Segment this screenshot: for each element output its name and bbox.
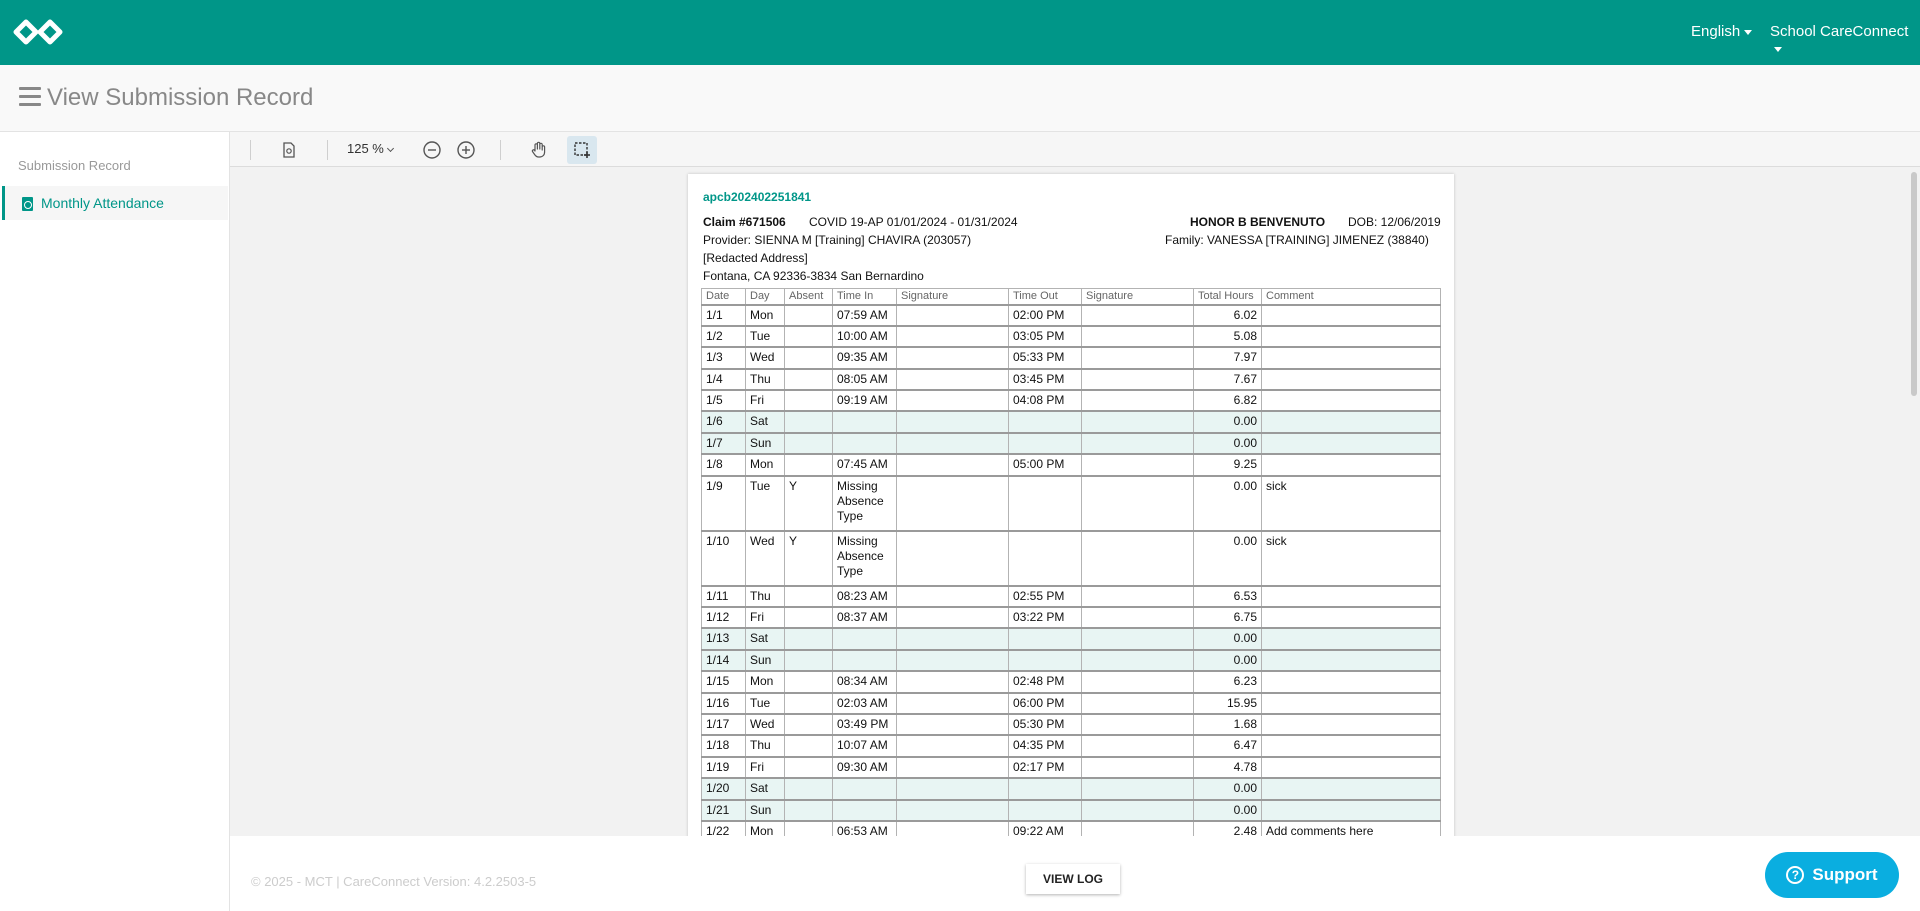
- cell-date: 1/3: [702, 347, 746, 368]
- cell-time-out: 06:00 PM: [1009, 693, 1082, 714]
- cell-sig-out: [1082, 411, 1194, 432]
- cell-time-out: 02:48 PM: [1009, 671, 1082, 692]
- cell-sig-out: [1082, 454, 1194, 475]
- cell-comment: [1262, 628, 1441, 649]
- cell-comment: [1262, 433, 1441, 454]
- column-header: Comment: [1262, 289, 1441, 305]
- cell-absent: [785, 433, 833, 454]
- cell-time-in: 08:23 AM: [833, 586, 897, 607]
- cell-sig-out: [1082, 821, 1194, 836]
- chevron-down-icon: [387, 145, 394, 152]
- zoom-out-icon: [422, 140, 442, 160]
- cell-sig-in: [897, 390, 1009, 411]
- cell-time-out: [1009, 476, 1082, 531]
- table-row: [702, 735, 1441, 756]
- cell-day: Fri: [746, 390, 785, 411]
- cell-sig-in: [897, 531, 1009, 586]
- cell-time-in: 07:59 AM: [833, 305, 897, 326]
- sidebar: [0, 132, 230, 911]
- cell-comment: [1262, 390, 1441, 411]
- table-row: [702, 531, 1441, 586]
- cell-comment: [1262, 454, 1441, 475]
- table-row: [702, 411, 1441, 432]
- cell-hours: 0.00: [1194, 800, 1262, 821]
- cell-date: 1/6: [702, 411, 746, 432]
- cell-date: 1/22: [702, 821, 746, 836]
- cell-hours: 0.00: [1194, 433, 1262, 454]
- cell-time-in: 08:37 AM: [833, 607, 897, 628]
- cell-date: 1/20: [702, 778, 746, 799]
- cell-comment: [1262, 671, 1441, 692]
- sidebar-item-label: Monthly Attendance: [41, 195, 164, 211]
- cell-day: Mon: [746, 454, 785, 475]
- cell-absent: [785, 326, 833, 347]
- cell-day: Sat: [746, 628, 785, 649]
- cell-sig-out: [1082, 693, 1194, 714]
- cell-time-out: 09:22 AM: [1009, 821, 1082, 836]
- column-header: Date: [702, 289, 746, 305]
- cell-time-in: 08:34 AM: [833, 671, 897, 692]
- cell-comment: [1262, 650, 1441, 671]
- cell-hours: 6.75: [1194, 607, 1262, 628]
- cell-hours: 1.68: [1194, 714, 1262, 735]
- cell-date: 1/10: [702, 531, 746, 586]
- table-row: [702, 305, 1441, 326]
- cell-sig-in: [897, 347, 1009, 368]
- cell-time-in: [833, 778, 897, 799]
- cell-comment: [1262, 326, 1441, 347]
- cell-comment: [1262, 693, 1441, 714]
- cell-sig-out: [1082, 476, 1194, 531]
- cell-sig-in: [897, 757, 1009, 778]
- cell-absent: [785, 800, 833, 821]
- cell-absent: [785, 757, 833, 778]
- organization-label: School CareConnect: [1770, 23, 1909, 40]
- column-header: Time In: [833, 289, 897, 305]
- page-header: [0, 65, 1920, 132]
- cell-date: 1/15: [702, 671, 746, 692]
- cell-sig-in: [897, 628, 1009, 649]
- cell-day: Fri: [746, 607, 785, 628]
- program-period: COVID 19-AP 01/01/2024 - 01/31/2024: [809, 215, 1018, 229]
- cell-hours: 4.78: [1194, 757, 1262, 778]
- zoom-select[interactable]: [347, 141, 393, 156]
- cell-day: Wed: [746, 347, 785, 368]
- cell-sig-in: [897, 586, 1009, 607]
- document-area[interactable]: [230, 168, 1908, 836]
- cell-time-in: [833, 650, 897, 671]
- cell-comment: [1262, 369, 1441, 390]
- cell-day: Thu: [746, 369, 785, 390]
- cell-time-in: Missing Absence Type: [833, 476, 897, 531]
- cell-sig-out: [1082, 714, 1194, 735]
- cell-day: Mon: [746, 671, 785, 692]
- cell-comment: [1262, 800, 1441, 821]
- cell-comment: [1262, 411, 1441, 432]
- cell-comment: [1262, 757, 1441, 778]
- cell-hours: 15.95: [1194, 693, 1262, 714]
- cell-absent: [785, 671, 833, 692]
- caret-down-icon: [1774, 47, 1782, 52]
- cell-day: Tue: [746, 476, 785, 531]
- cell-date: 1/17: [702, 714, 746, 735]
- cell-absent: [785, 693, 833, 714]
- cell-absent: [785, 411, 833, 432]
- scrollbar-thumb[interactable]: [1911, 172, 1917, 396]
- cell-time-out: 03:22 PM: [1009, 607, 1082, 628]
- cell-sig-in: [897, 607, 1009, 628]
- help-icon: ?: [1786, 866, 1804, 884]
- cell-hours: 2.48: [1194, 821, 1262, 836]
- cell-date: 1/21: [702, 800, 746, 821]
- zoom-in-button[interactable]: [451, 136, 481, 164]
- cell-sig-in: [897, 369, 1009, 390]
- table-row: [702, 714, 1441, 735]
- zoom-in-icon: [456, 140, 476, 160]
- sidebar-item-monthly-attendance[interactable]: [2, 186, 228, 220]
- cell-day: Thu: [746, 586, 785, 607]
- cell-absent: [785, 369, 833, 390]
- support-button[interactable]: [1765, 852, 1899, 898]
- cell-time-in: 09:35 AM: [833, 347, 897, 368]
- cell-time-in: 10:00 AM: [833, 326, 897, 347]
- cell-absent: [785, 778, 833, 799]
- cell-comment: [1262, 347, 1441, 368]
- table-row: [702, 476, 1441, 531]
- address-line-1: [Redacted Address]: [703, 251, 808, 265]
- cell-day: Tue: [746, 326, 785, 347]
- table-row: [702, 671, 1441, 692]
- cell-sig-out: [1082, 326, 1194, 347]
- cell-day: Mon: [746, 305, 785, 326]
- toolbar-divider: [327, 140, 328, 160]
- select-area-button[interactable]: [567, 136, 597, 164]
- cell-sig-in: [897, 800, 1009, 821]
- document-properties-button[interactable]: [274, 136, 304, 164]
- cell-day: Thu: [746, 735, 785, 756]
- cell-time-in: 10:07 AM: [833, 735, 897, 756]
- pdf-file-icon: [22, 197, 33, 211]
- cell-sig-out: [1082, 735, 1194, 756]
- cell-hours: 0.00: [1194, 650, 1262, 671]
- cell-date: 1/8: [702, 454, 746, 475]
- cell-time-out: 04:08 PM: [1009, 390, 1082, 411]
- view-log-button[interactable]: VIEW LOG: [1026, 864, 1120, 894]
- cell-comment: [1262, 735, 1441, 756]
- cell-hours: 6.53: [1194, 586, 1262, 607]
- cell-hours: 6.23: [1194, 671, 1262, 692]
- cell-hours: 6.47: [1194, 735, 1262, 756]
- cell-date: 1/7: [702, 433, 746, 454]
- cell-comment: sick: [1262, 531, 1441, 586]
- cell-hours: 7.67: [1194, 369, 1262, 390]
- cell-absent: [785, 305, 833, 326]
- column-header: Day: [746, 289, 785, 305]
- attendance-table-body: [702, 305, 1441, 837]
- cell-time-out: 05:33 PM: [1009, 347, 1082, 368]
- cell-time-out: 02:55 PM: [1009, 586, 1082, 607]
- hamburger-menu-icon[interactable]: [19, 87, 41, 107]
- cell-time-in: [833, 800, 897, 821]
- cell-date: 1/13: [702, 628, 746, 649]
- cell-absent: [785, 454, 833, 475]
- table-row: [702, 628, 1441, 649]
- support-label: Support: [1812, 865, 1878, 884]
- cell-day: Fri: [746, 757, 785, 778]
- column-header: Signature: [1082, 289, 1194, 305]
- cell-time-in: [833, 628, 897, 649]
- cell-hours: 7.97: [1194, 347, 1262, 368]
- table-row: [702, 390, 1441, 411]
- careconnect-logo-icon[interactable]: [12, 16, 76, 48]
- table-row: [702, 326, 1441, 347]
- vertical-scrollbar[interactable]: [1908, 168, 1920, 836]
- cell-time-out: [1009, 628, 1082, 649]
- table-row: [702, 369, 1441, 390]
- cell-absent: [785, 347, 833, 368]
- child-name: HONOR B BENVENUTO: [1190, 215, 1326, 229]
- table-row: [702, 433, 1441, 454]
- family-info: Family: VANESSA [TRAINING] JIMENEZ (38840): [1165, 233, 1429, 247]
- cell-sig-out: [1082, 671, 1194, 692]
- cell-hours: 0.00: [1194, 531, 1262, 586]
- table-row: [702, 821, 1441, 836]
- cell-date: 1/12: [702, 607, 746, 628]
- cell-day: Sun: [746, 650, 785, 671]
- cell-absent: [785, 821, 833, 836]
- cell-time-out: 02:17 PM: [1009, 757, 1082, 778]
- cell-time-out: [1009, 411, 1082, 432]
- select-area-icon: [572, 140, 592, 160]
- cell-date: 1/16: [702, 693, 746, 714]
- top-bar: [0, 0, 1920, 65]
- cell-date: 1/11: [702, 586, 746, 607]
- cell-sig-in: [897, 650, 1009, 671]
- cell-sig-out: [1082, 628, 1194, 649]
- cell-time-out: [1009, 650, 1082, 671]
- cell-hours: 5.08: [1194, 326, 1262, 347]
- cell-sig-out: [1082, 778, 1194, 799]
- cell-absent: [785, 714, 833, 735]
- cell-sig-out: [1082, 305, 1194, 326]
- cell-time-in: 02:03 AM: [833, 693, 897, 714]
- cell-time-in: 06:53 AM: [833, 821, 897, 836]
- table-row: [702, 650, 1441, 671]
- cell-sig-out: [1082, 390, 1194, 411]
- cell-comment: sick: [1262, 476, 1441, 531]
- cell-time-out: [1009, 433, 1082, 454]
- table-row: [702, 800, 1441, 821]
- cell-sig-out: [1082, 586, 1194, 607]
- organization-dropdown[interactable]: [1770, 23, 1920, 57]
- column-header: Signature: [897, 289, 1009, 305]
- pdf-viewer: [230, 132, 1920, 836]
- caret-down-icon: [1744, 30, 1752, 35]
- cell-day: Sat: [746, 778, 785, 799]
- table-header-row: [702, 289, 1441, 305]
- toolbar-divider: [500, 140, 501, 160]
- cell-sig-out: [1082, 531, 1194, 586]
- cell-absent: Y: [785, 476, 833, 531]
- cell-day: Sun: [746, 800, 785, 821]
- hand-tool-button[interactable]: [524, 136, 554, 164]
- cell-hours: 9.25: [1194, 454, 1262, 475]
- cell-time-in: 09:19 AM: [833, 390, 897, 411]
- cell-hours: 6.82: [1194, 390, 1262, 411]
- pdf-page: [688, 174, 1454, 836]
- cell-time-in: 07:45 AM: [833, 454, 897, 475]
- cell-hours: 0.00: [1194, 476, 1262, 531]
- cell-absent: Y: [785, 531, 833, 586]
- cell-time-out: 05:00 PM: [1009, 454, 1082, 475]
- cell-sig-in: [897, 476, 1009, 531]
- address-line-2: Fontana, CA 92336-3834 San Bernardino: [703, 269, 924, 283]
- cell-time-in: Missing Absence Type: [833, 531, 897, 586]
- zoom-value: 125 %: [347, 141, 384, 156]
- sidebar-heading: Submission Record: [18, 158, 131, 173]
- cell-comment: [1262, 778, 1441, 799]
- attendance-table: [701, 288, 1441, 836]
- table-row: [702, 607, 1441, 628]
- document-properties-icon: [280, 141, 298, 159]
- cell-time-in: 09:30 AM: [833, 757, 897, 778]
- viewer-toolbar: [230, 132, 1920, 167]
- child-dob: DOB: 12/06/2019: [1348, 215, 1441, 229]
- table-row: [702, 347, 1441, 368]
- cell-time-out: 04:35 PM: [1009, 735, 1082, 756]
- cell-sig-in: [897, 326, 1009, 347]
- cell-time-out: 02:00 PM: [1009, 305, 1082, 326]
- cell-time-in: [833, 411, 897, 432]
- cell-time-out: [1009, 531, 1082, 586]
- cell-absent: [785, 735, 833, 756]
- cell-day: Tue: [746, 693, 785, 714]
- cell-sig-in: [897, 714, 1009, 735]
- cell-comment: [1262, 714, 1441, 735]
- cell-hours: 0.00: [1194, 628, 1262, 649]
- cell-day: Wed: [746, 714, 785, 735]
- cell-sig-in: [897, 433, 1009, 454]
- cell-time-out: 03:05 PM: [1009, 326, 1082, 347]
- cell-hours: 0.00: [1194, 778, 1262, 799]
- cell-date: 1/1: [702, 305, 746, 326]
- cell-absent: [785, 390, 833, 411]
- cell-time-in: 08:05 AM: [833, 369, 897, 390]
- cell-absent: [785, 628, 833, 649]
- cell-sig-in: [897, 454, 1009, 475]
- table-row: [702, 454, 1441, 475]
- cell-sig-in: [897, 671, 1009, 692]
- cell-comment: [1262, 607, 1441, 628]
- document-id: apcb202402251841: [703, 190, 812, 204]
- cell-date: 1/2: [702, 326, 746, 347]
- cell-day: Sat: [746, 411, 785, 432]
- cell-date: 1/19: [702, 757, 746, 778]
- cell-sig-out: [1082, 369, 1194, 390]
- cell-sig-in: [897, 778, 1009, 799]
- table-row: [702, 693, 1441, 714]
- cell-time-out: [1009, 778, 1082, 799]
- cell-sig-in: [897, 735, 1009, 756]
- table-row: [702, 586, 1441, 607]
- cell-absent: [785, 586, 833, 607]
- cell-comment: [1262, 586, 1441, 607]
- table-row: [702, 757, 1441, 778]
- cell-sig-in: [897, 411, 1009, 432]
- cell-sig-out: [1082, 650, 1194, 671]
- cell-day: Sun: [746, 433, 785, 454]
- cell-time-out: [1009, 800, 1082, 821]
- cell-sig-out: [1082, 433, 1194, 454]
- cell-absent: [785, 607, 833, 628]
- language-dropdown[interactable]: [1691, 23, 1752, 40]
- column-header: Total Hours: [1194, 289, 1262, 305]
- cell-sig-out: [1082, 347, 1194, 368]
- cell-day: Mon: [746, 821, 785, 836]
- language-label: English: [1691, 23, 1741, 40]
- column-header: Absent: [785, 289, 833, 305]
- footer: [230, 836, 1920, 911]
- cell-date: 1/5: [702, 390, 746, 411]
- cell-sig-out: [1082, 757, 1194, 778]
- cell-sig-in: [897, 693, 1009, 714]
- cell-time-in: [833, 433, 897, 454]
- cell-date: 1/4: [702, 369, 746, 390]
- zoom-out-button[interactable]: [417, 136, 447, 164]
- cell-sig-in: [897, 305, 1009, 326]
- cell-hours: 0.00: [1194, 411, 1262, 432]
- cell-day: Wed: [746, 531, 785, 586]
- provider-info: Provider: SIENNA M [Training] CHAVIRA (203057): [703, 233, 972, 247]
- cell-date: 1/14: [702, 650, 746, 671]
- table-row: [702, 778, 1441, 799]
- cell-sig-in: [897, 821, 1009, 836]
- hand-tool-icon: [529, 140, 549, 160]
- toolbar-divider: [250, 140, 251, 160]
- column-header: Time Out: [1009, 289, 1082, 305]
- cell-date: 1/9: [702, 476, 746, 531]
- cell-time-in: 03:49 PM: [833, 714, 897, 735]
- claim-number: Claim #671506: [703, 215, 786, 229]
- copyright-text: © 2025 - MCT | CareConnect Version: 4.2.2503-5: [251, 874, 537, 889]
- cell-time-out: 03:45 PM: [1009, 369, 1082, 390]
- cell-sig-out: [1082, 607, 1194, 628]
- cell-date: 1/18: [702, 735, 746, 756]
- cell-sig-out: [1082, 800, 1194, 821]
- cell-time-out: 05:30 PM: [1009, 714, 1082, 735]
- cell-hours: 6.02: [1194, 305, 1262, 326]
- cell-comment: Add comments here: [1262, 821, 1441, 836]
- cell-comment: [1262, 305, 1441, 326]
- page-title: View Submission Record: [47, 84, 314, 111]
- cell-absent: [785, 650, 833, 671]
